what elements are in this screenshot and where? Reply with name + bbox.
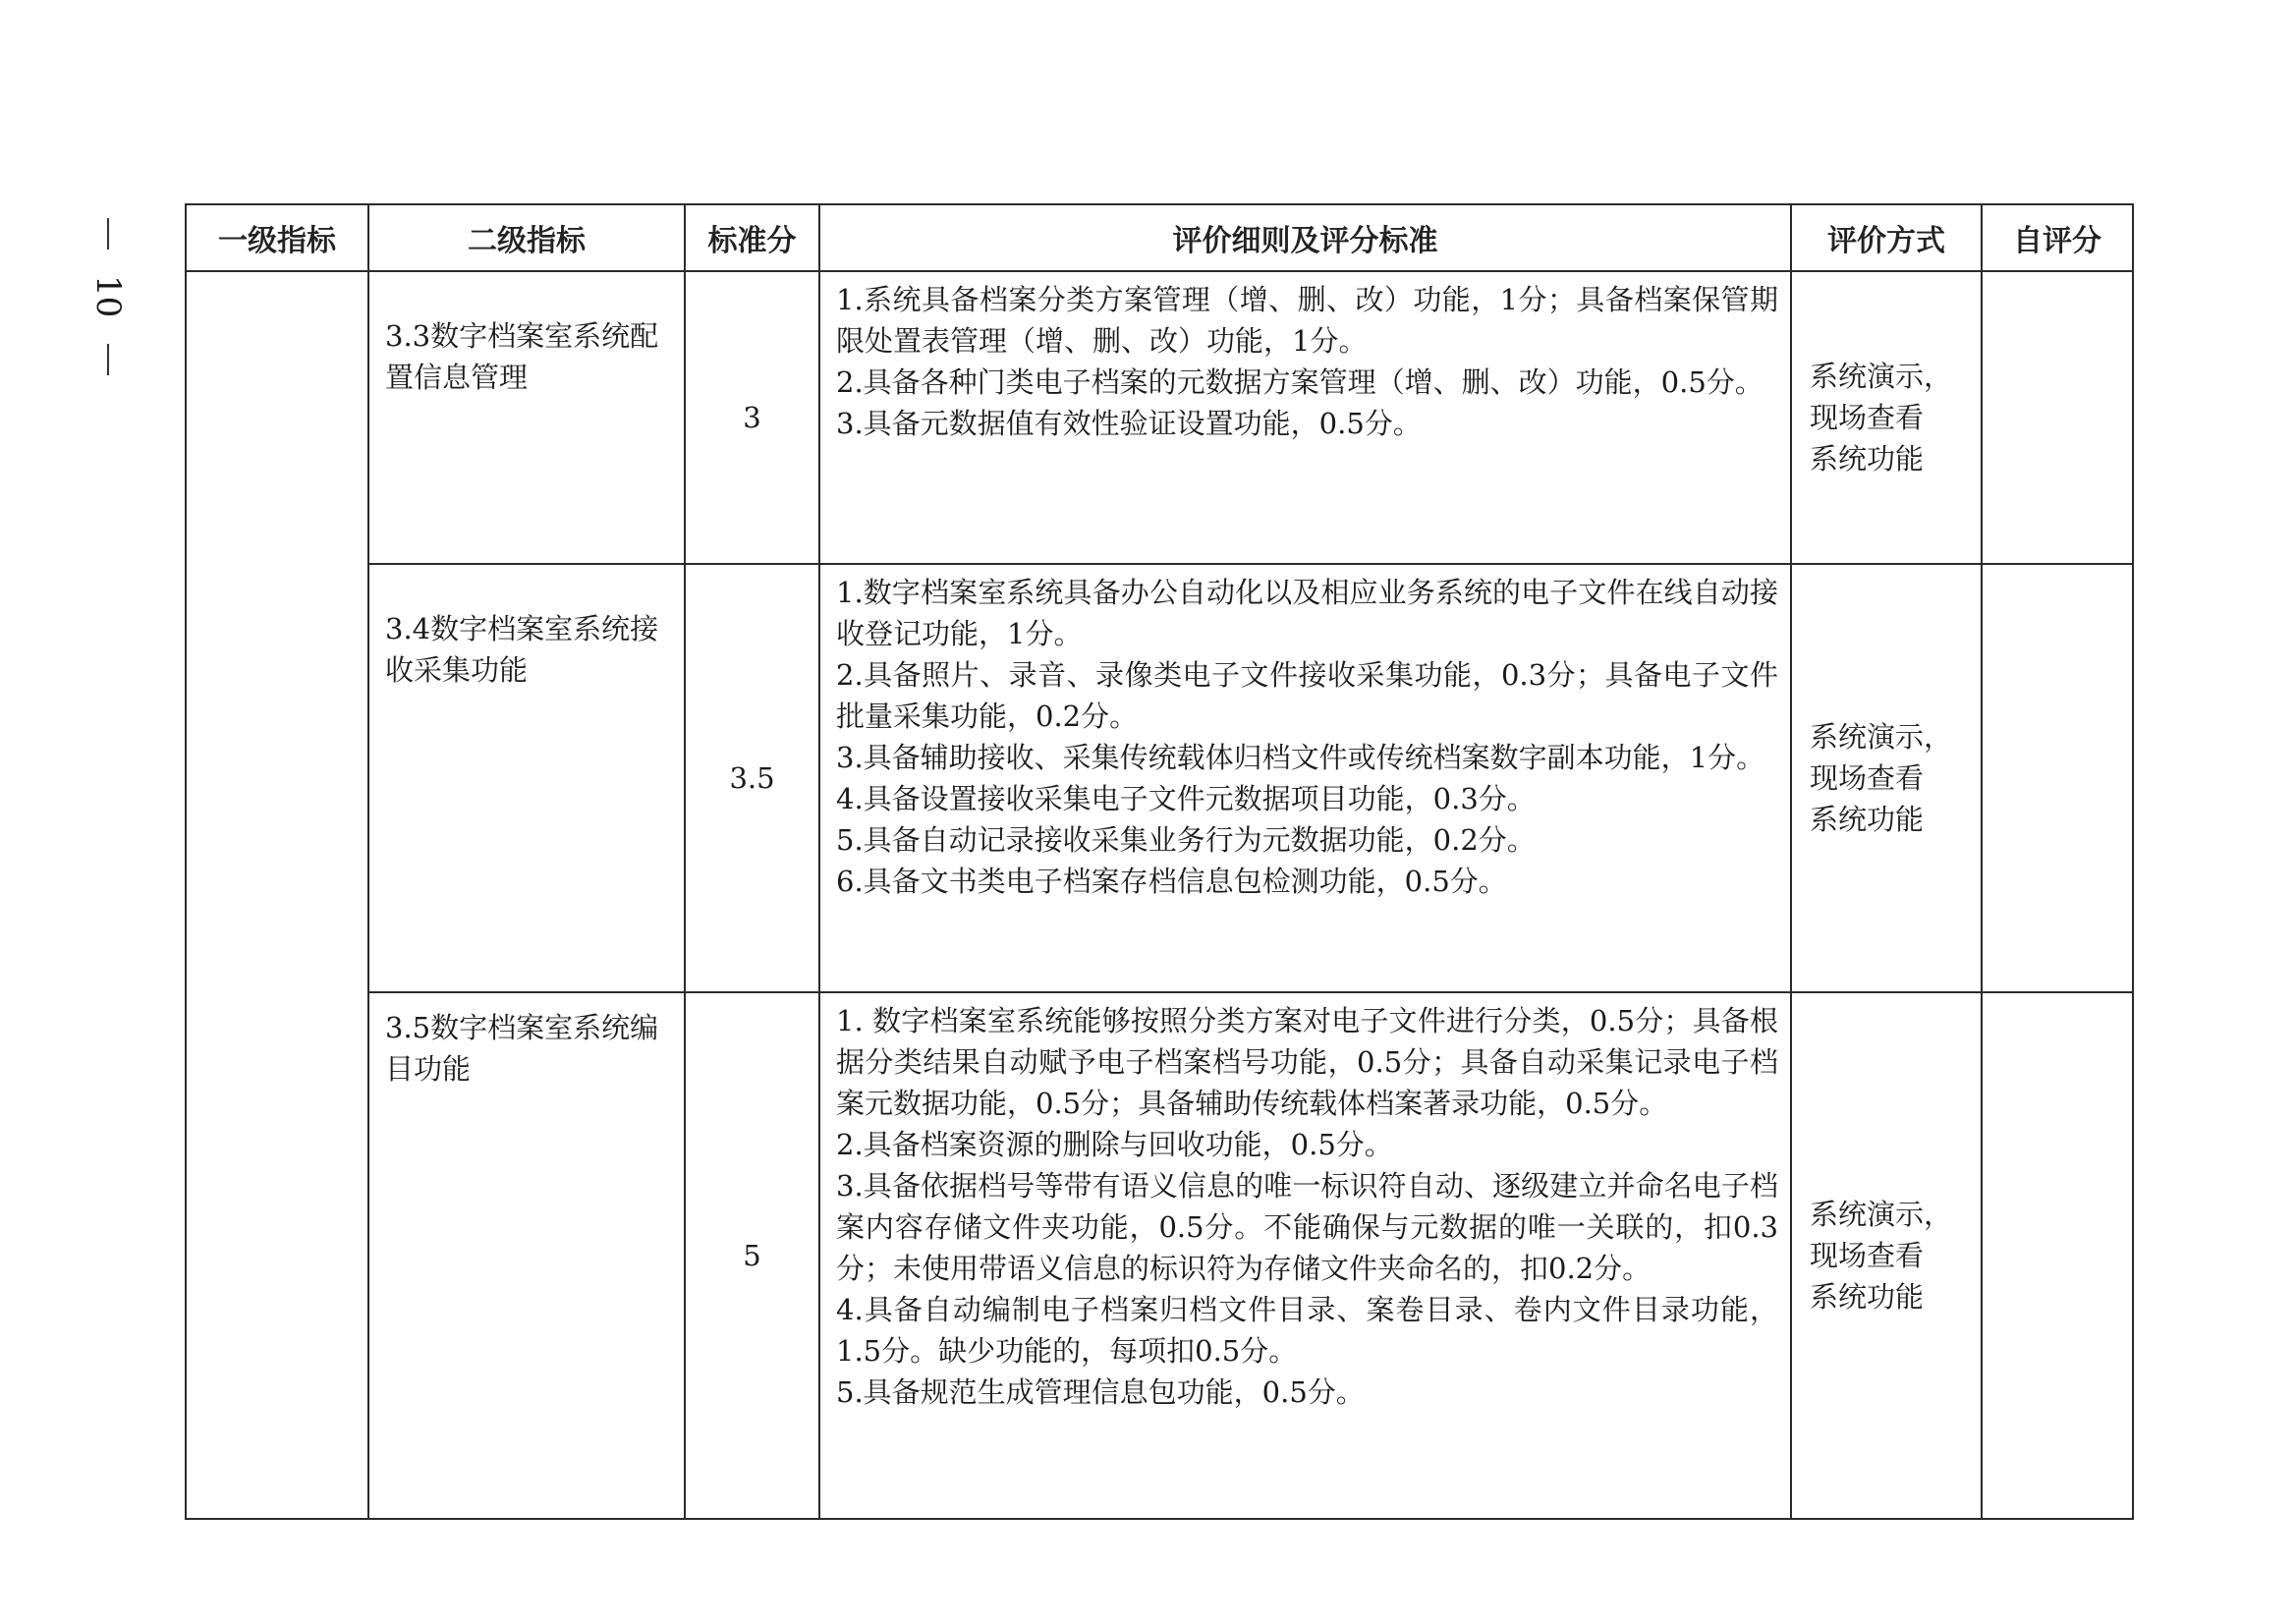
method-cell — [1791, 271, 1982, 564]
method-cell — [1791, 564, 1982, 992]
criteria-item: 5.具备规范生成管理信息包功能，0.5分。 — [836, 1375, 1365, 1409]
evaluation-table — [185, 203, 2134, 1520]
criteria-item: 3.具备依据档号等带有语义信息的唯一标识符自动、逐级建立并命名电子档案内容存储文件夹功能，0.5分。不能确保与元数据的唯一关联的，扣0.3分；未使用带语义信息的标识符为存储文件夹命名的，扣0.2分。 — [836, 1169, 1778, 1285]
method-cell — [1791, 992, 1982, 1519]
self-score-cell[interactable] — [1982, 992, 2133, 1519]
criteria-item: 3.具备元数据值有效性验证设置功能，0.5分。 — [836, 407, 1422, 440]
table-header-row — [186, 204, 2133, 271]
header-method: 评价方式 — [1791, 204, 1982, 271]
page-number-value: 10 — [88, 275, 128, 318]
level2-cell: 3.3数字档案室系统配置信息管理 — [368, 271, 685, 564]
header-level1: 一级指标 — [186, 204, 368, 271]
table-row — [186, 271, 2133, 564]
header-self-score: 自评分 — [1982, 204, 2133, 271]
criteria-item: 1. 数字档案室系统能够按照分类方案对电子文件进行分类，0.5分；具备根据分类结果自动赋予电子档案档号功能，0.5分；具备自动采集记录电子档案元数据功能，0.5分；具备辅助传统载体档案著录功能，0.5分。 — [836, 1004, 1778, 1120]
method-line: 系统功能 — [1810, 442, 1925, 476]
method-line: 系统功能 — [1810, 1280, 1925, 1314]
criteria-cell — [819, 271, 1791, 564]
criteria-item: 4.具备自动编制电子档案归档文件目录、案卷目录、卷内文件目录功能，1.5分。缺少功能的，每项扣0.5分。 — [836, 1293, 1778, 1368]
page-number-dash-top — [107, 218, 109, 250]
criteria-item: 2.具备各种门类电子档案的元数据方案管理（增、删、改）功能，0.5分。 — [836, 365, 1764, 399]
level2-cell: 3.4数字档案室系统接收采集功能 — [368, 564, 685, 992]
criteria-item: 6.具备文书类电子档案存档信息包检测功能，0.5分。 — [836, 865, 1507, 898]
score-cell: 5 — [685, 992, 819, 1519]
method-line: 现场查看 — [1810, 761, 1925, 795]
score-cell: 3.5 — [685, 564, 819, 992]
method-line: 现场查看 — [1810, 401, 1925, 434]
level2-cell: 3.5数字档案室系统编目功能 — [368, 992, 685, 1519]
method-line: 系统演示， — [1810, 360, 1953, 393]
criteria-item: 2.具备照片、录音、录像类电子文件接收采集功能，0.3分；具备电子文件批量采集功能，0.2分。 — [836, 658, 1778, 733]
criteria-cell — [819, 564, 1791, 992]
level1-cell — [186, 271, 368, 1519]
header-score: 标准分 — [685, 204, 819, 271]
header-criteria: 评价细则及评分标准 — [819, 204, 1791, 271]
page-number-dash-bottom — [107, 344, 109, 375]
criteria-item: 4.具备设置接收采集电子文件元数据项目功能，0.3分。 — [836, 782, 1536, 815]
table-row — [186, 564, 2133, 992]
criteria-item: 1.数字档案室系统具备办公自动化以及相应业务系统的电子文件在线自动接收登记功能，1分。 — [836, 576, 1778, 650]
method-line: 系统功能 — [1810, 803, 1925, 836]
criteria-item: 5.具备自动记录接收采集业务行为元数据功能，0.2分。 — [836, 823, 1536, 857]
criteria-item: 3.具备辅助接收、采集传统载体归档文件或传统档案数字副本功能，1分。 — [836, 741, 1765, 774]
criteria-item: 2.具备档案资源的删除与回收功能，0.5分。 — [836, 1128, 1393, 1161]
method-line: 现场查看 — [1810, 1239, 1925, 1272]
score-cell: 3 — [685, 271, 819, 564]
method-line: 系统演示， — [1810, 720, 1953, 754]
table-row — [186, 992, 2133, 1519]
self-score-cell[interactable] — [1982, 271, 2133, 564]
criteria-cell — [819, 992, 1791, 1519]
page-number — [86, 218, 130, 375]
self-score-cell[interactable] — [1982, 564, 2133, 992]
criteria-item: 1.系统具备档案分类方案管理（增、删、改）功能，1分；具备档案保管期限处置表管理（增、删、改）功能，1分。 — [836, 283, 1778, 358]
header-level2: 二级指标 — [368, 204, 685, 271]
method-line: 系统演示， — [1810, 1198, 1953, 1231]
